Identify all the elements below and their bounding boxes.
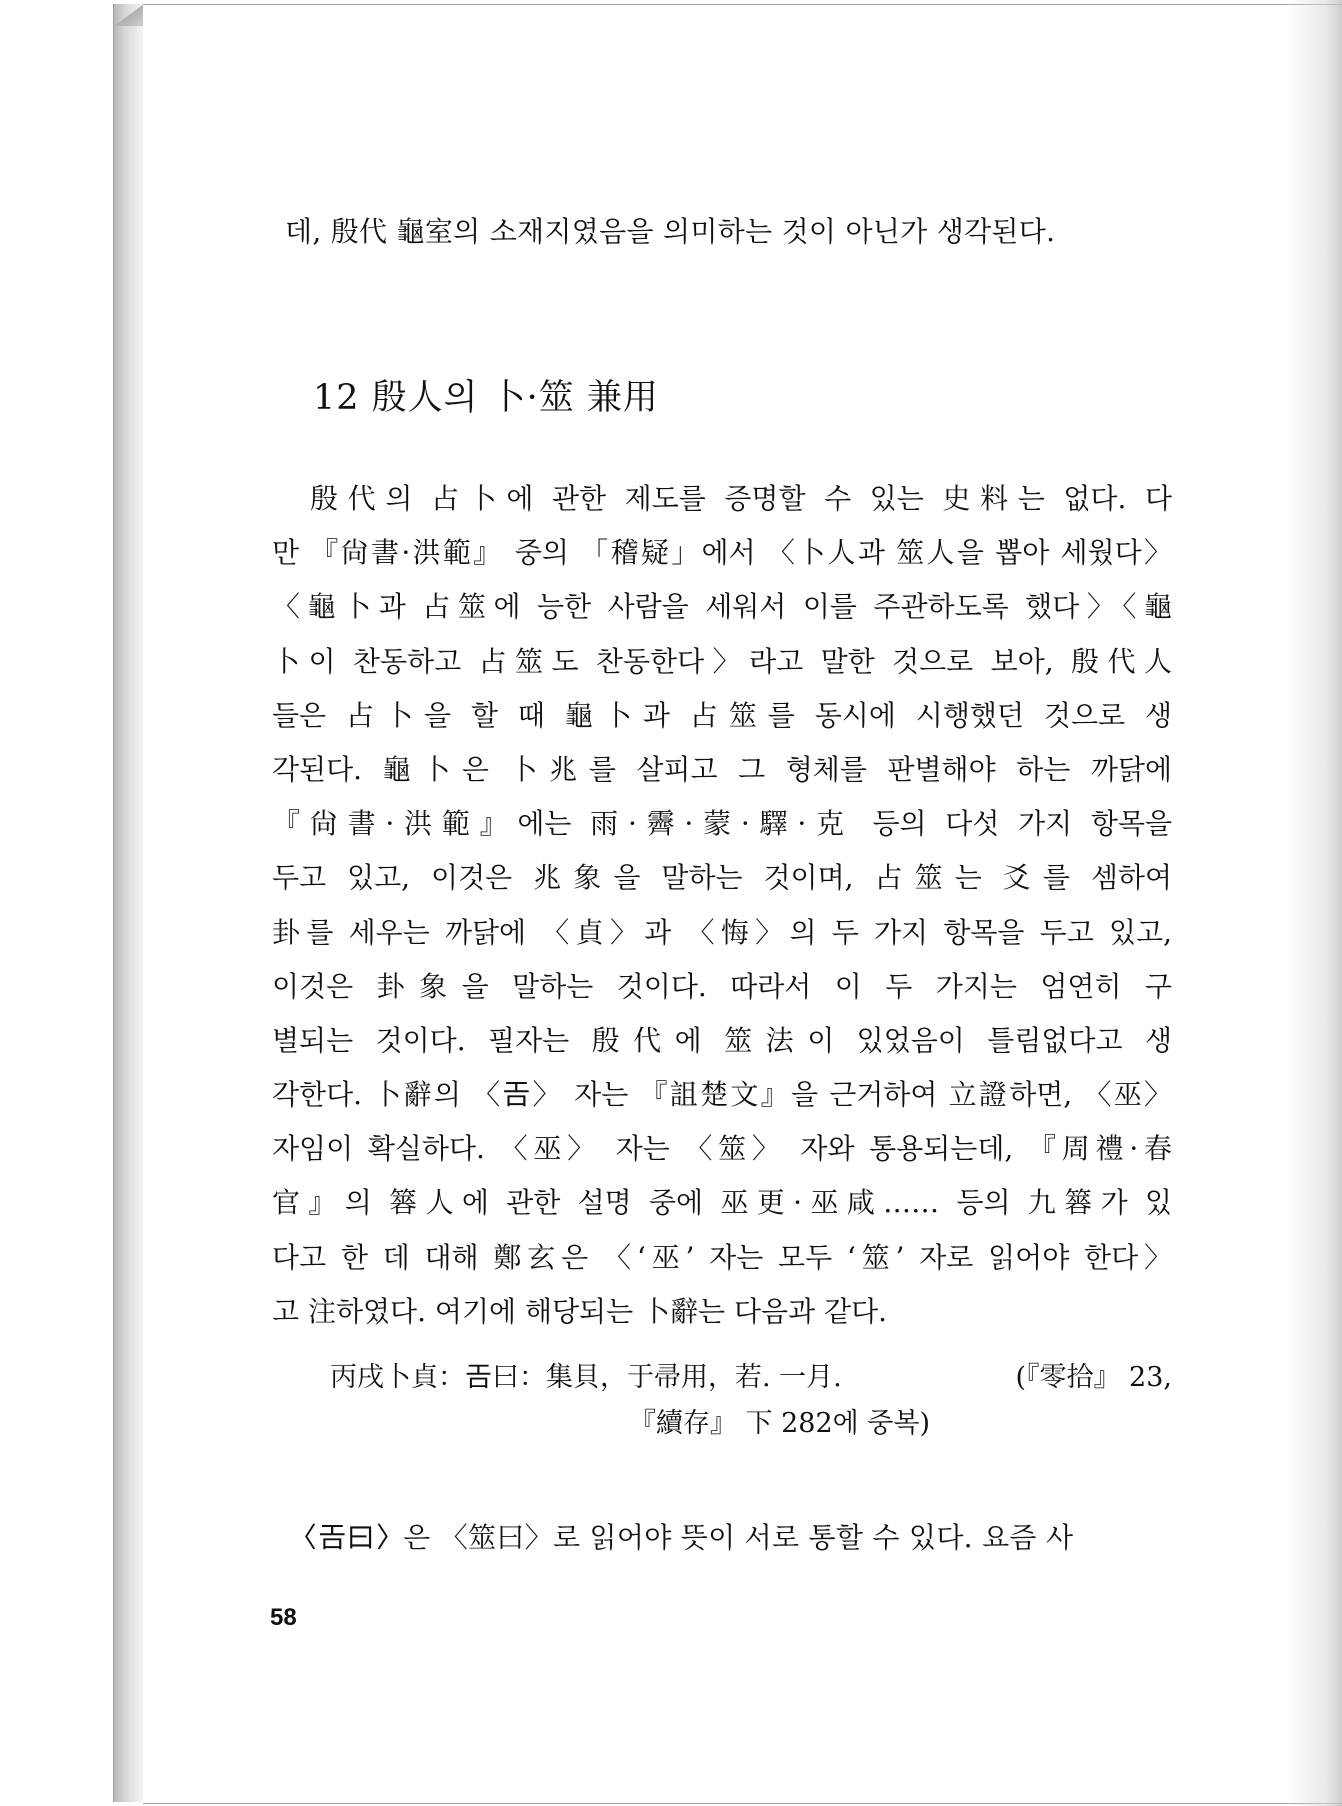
oracle-inscription-quote [330, 1355, 1172, 1447]
paragraph-line: 각된다. 龜卜은 卜兆를 살피고 그 형체를 판별해야 하는 까닭에 [272, 752, 1172, 786]
paragraph-line: 卜이 찬동하고 占筮도 찬동한다〉라고 말한 것으로 보아, 殷代人 [272, 644, 1172, 678]
paragraph-line: 별되는 것이다. 필자는 殷代에 筮法이 있었음이 틀림없다고 생 [272, 1023, 1172, 1057]
citation-source: (『零拾』 23, [1015, 1362, 1172, 1393]
paragraph-line: 官』의 簭人에 관한 설명 중에 巫更·巫咸…… 등의 九簭가 있 [272, 1186, 1172, 1220]
paragraph-line: 두고 있고, 이것은 兆象을 말하는 것이며, 占筮는 爻를 셈하여 [272, 861, 1172, 895]
paragraph-line: 『尙書·洪範』에는 雨·霽·蒙·驛·克 등의 다섯 가지 항목을 [272, 807, 1172, 841]
paragraph-line: 만 『尙書·洪範』 중의 「稽疑」에서 〈卜人과 筮人을 뽑아 세웠다〉 [272, 536, 1172, 570]
inscription-text: 丙戌卜貞：𢀛曰：集貝，于帚用，若. 一月. [330, 1362, 842, 1393]
following-paragraph-line: 〈𢀛曰〉은 〈筮曰〉로 읽어야 뜻이 서로 통할 수 있다. 요즘 사 [290, 1521, 1074, 1554]
section-heading: 12 殷人의 卜·筮 兼用 [313, 378, 659, 418]
paragraph-line: 卦를 세우는 까닭에 〈貞〉과 〈悔〉의 두 가지 항목을 두고 있고, [272, 915, 1172, 949]
paragraph-line: 이것은 卦象을 말하는 것이다. 따라서 이 두 가지는 엄연히 구 [272, 969, 1172, 1003]
citation-source-continued: 『續存』 下 282에 중복) [628, 1408, 930, 1439]
page-number: 58 [270, 1604, 297, 1631]
book-spine-edge [113, 4, 144, 1802]
body-paragraph [272, 472, 1172, 1339]
paragraph-line: 〈龜卜과 占筮에 능한 사람을 세워서 이를 주관하도록 했다〉〈龜 [272, 590, 1172, 624]
paragraph-line: 들은 占卜을 할 때 龜卜과 占筮를 동시에 시행했던 것으로 생 [272, 698, 1172, 732]
paragraph-line: 자임이 확실하다. 〈巫〉 자는 〈筮〉 자와 통용되는데, 『周禮·春 [272, 1132, 1172, 1166]
paragraph-line: 각한다. 卜辭의 〈𢀛〉 자는 『詛楚文』을 근거하여 立證하면, 〈巫〉 [272, 1078, 1172, 1112]
paragraph-line: 다고 한 데 대해 鄭玄은 〈‘巫’ 자는 모두 ‘筮’ 자로 읽어야 한다〉 [272, 1240, 1172, 1274]
paragraph-line: 고 注하였다. 여기에 해당되는 卜辭는 다음과 같다. [272, 1294, 888, 1328]
paragraph-line: 殷代의 占卜에 관한 제도를 증명할 수 있는 史料는 없다. 다 [310, 482, 1172, 515]
continued-text-line: 데, 殷代 龜室의 소재지였음을 의미하는 것이 아닌가 생각된다. [285, 215, 1056, 248]
